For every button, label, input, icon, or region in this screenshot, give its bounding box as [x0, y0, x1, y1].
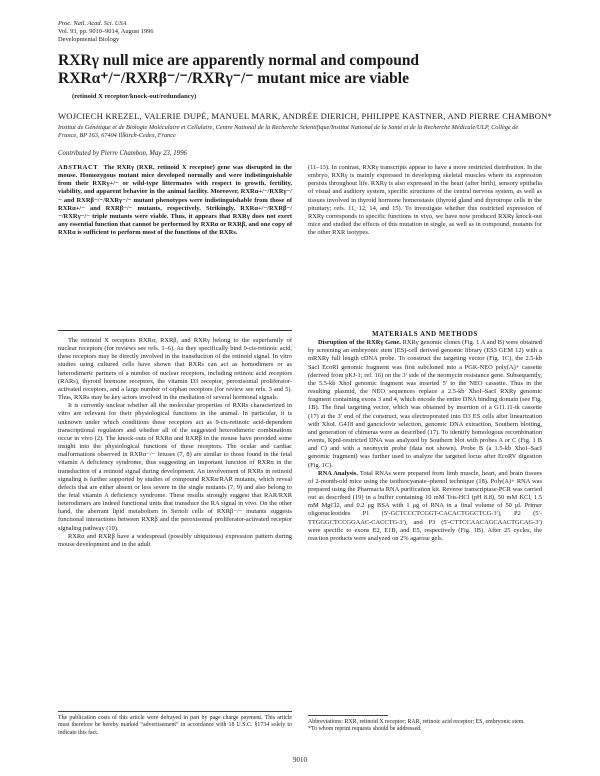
- intro-paragraph-1: The retinoid X receptors RXRα, RXRβ, and RXRγ belong to the superfamily of nuclear receptors (for reviews see refs. 1–6). As they specifically bind 9-cis-retinoic acid, these receptors may be directly involved in the transduction of the retinoid signal. In vitro studies using cultured cells have shown that RXRs can act as homodimers or as heterodimeric partners of a number of nuclear receptors, including retinoic acid receptors (RARs), thyroid hormone receptors, the vitamin D3 receptor, peroxisomal proliferator-activated receptors, and a large number of orphan receptors (for review see refs. 3 and 5). Thus, RXRs may be key actors involved in the mediation of several hormonal signals.: [58, 337, 292, 402]
- title-line-1: RXRγ null mice are apparently normal and compound: [58, 52, 420, 69]
- section-title-methods: MATERIALS AND METHODS: [372, 331, 478, 338]
- footnote-rule-left: [58, 711, 292, 712]
- journal-header: [58, 20, 154, 44]
- title-line-2: RXRα⁺/⁻/RXRβ⁻/⁻/RXRγ⁻/⁻ mutant mice are viable: [58, 70, 409, 87]
- intro-continued-text: (11–13). In contrast, RXRγ transcripts appear to have a more restricted distribution. In the embryo, RXRγ is mainly expressed in developing skeletal muscles where its expression persists throughout life. RXRγ is also expressed in the heart (after birth), sensory epithelia of visual and auditory system, specific structures of the central nervous system, as well as tissues involved in thyroid hormone homeostasis (thyroid gland and thyrotrope cells in the pituitary; refs. 11, 12, 14, and 15). To investigate whether this restricted expression of RXRγ corresponds to specific functions in vivo, we have now produced RXRγ knock-out mice and studied the effects of this mutation in single, as well as in compound, mutants for the other RXR isotypes.: [308, 164, 542, 237]
- journal-name: Proc. Natl. Acad. Sci. USA: [58, 20, 127, 27]
- methods-paragraph-2-text: Total RNAs were prepared from limb muscle, heart, and brain tissues of 2-month-old mice using the isothiocyanate–phenol technique (18). Poly(A)+ RNA was prepared using the Pharmacia RNA purification kit. Reverse transcriptase-PCR was carried out as described (19) in a buffer containing 10 mM Tris-HCl (pH 8.8), 50 mM KCl, 1.5 mM MgCl2, and 0.2 μg BSA with 1 μg of RNA in a final volume of 50 μl. Primer oligonucleotides P1 (5′-GCTCCCTCGGT-CACACTGGCTCG-3′), P2 (5′-TTGGGCTCCGGAAC-CACCTG-3′), and P3 (5′-CTTCCAACAGCAACTGCAG-3′) were specific to exons E2, E1B, and E5, respectively (Fig. 1B). After 25 cycles, the reaction products were analyzed on 2% agarose gels.: [308, 469, 543, 542]
- intro-paragraph-3: RXRα and RXRβ have a widespread (possibly ubiquitous) expression pattern during mouse development and in the adult: [58, 532, 292, 548]
- runin-head-rna: RNA Analysis.: [318, 469, 358, 477]
- journal-volume: Vol. 93, pp. 9010–9014, August 1996: [58, 28, 154, 35]
- paper-title: [58, 52, 558, 88]
- keywords: (retinoid X receptor/knock-out/redundancy): [72, 93, 197, 100]
- author-list: WOJCIECH KREZEL, VALERIE DUPÉ, MANUEL MARK, ANDRÉE DIERICH, PHILIPPE KASTNER, AND PIERRE CHAMBON*: [58, 111, 553, 121]
- runin-head-disruption: Disruption of the RXRγ Gene.: [318, 339, 401, 347]
- footnote-publication-costs: The publication costs of this article were defrayed in part by page charge payment. This article must therefore be hereby marked “advertisement” in accordance with 18 U.S.C. §1734 solely to indicate this fact.: [58, 715, 292, 736]
- abstract-body: The RXRγ (RXR, retinoid X receptor) gene was disrupted in the mouse. Homozygous mutant mice developed normally and were indistinguishable from their RXRγ+/− or wild-type littermates with respect to growth, fertility, viability, and apparent behavior in the animal facility. Moreover, RXRα+/−/RXRγ−/− and RXRβ−/−/RXRγ−/− mutant phenotypes were indistinguishable from those of RXRα+/− and RXRβ−/− mutants, respectively. Strikingly, RXRα+/−/RXRβ−/−/RXRγ−/− triple mutants were viable. Thus, it appears that RXRγ does not exert any essential function that cannot be performed by RXRα or RXRβ, and one copy of RXRα is sufficient to perform most of the functions of the RXRs.: [58, 164, 293, 237]
- affiliation: Institut de Génétique et de Biologie Moléculaire et Cellulaire, Centre National de la Recherche Scientifique/Institut National de la Santé et de la Recherche Médicale/ULP, Collège de France, BP 163, 67404 Illkirch-Cedex, France: [58, 124, 519, 139]
- contributed-by: Contributed by Pierre Chambon, May 23, 1996: [58, 150, 187, 157]
- methods-paragraph-2: [308, 470, 542, 543]
- right-column-body: [308, 331, 542, 543]
- abstract-text: [58, 164, 292, 237]
- methods-paragraph-1-text: RXRγ genomic clones (Fig. 1 A and B) were obtained by screening an embryonic stem (ES)-cell derived genomic library (ES3 GEM 12) with a mRXRγ full length cDNA probe. To construct the targeting vector (Fig. 1C), the 2.5-kb SacI EcoRI genomic fragment was first subcloned into a PGK-NEO poly(A)+ cassette (derived from pKJ-1; ref. 16) on the 3′ side of the neomycin resistance gene. Subsequently, the 5.5-kb XhoI genomic fragment was inserted 5′ to the NEO cassette. Thus in the resulting plasmid, the NEO sequences replace a 2.5-kb XhoI–SacI RXRγ genomic fragment containing exons 3 and 4, which encode the entire DNA binding domain (see Fig. 1B). The final targeting vector, which was obtained by insertion of a G11.11-tk cassette (17) at the 3′ end of the construct, was electroporated into D3 ES cells after linearization with XhoI. G418 and ganciclovir selection, genomic DNA extraction, Southern blotting, and generation of chimeras were as described (17). To identify homologous recombination events, KpnI-restricted DNA was analyzed by Southern blot with probes A or C (Fig. 1 B and C) and with a neomycin probe (data not shown). Probe B (a 1.5-kb XhoI–SacI genomic fragment) was further used to analyze the targeted locus after EcoRV digestion (Fig. 1C).: [308, 339, 542, 469]
- footnote-rule-right: [308, 715, 388, 716]
- methods-paragraph-1: [308, 339, 542, 470]
- intro-paragraph-2: It is currently unclear whether all the molecular properties of RXRs characterized in vitro are relevant for their physiological functions in the animal. In particular, it is unknown under which conditions these receptors act as 9-cis-retinoic acid-dependent transcriptional regulators and whether all of the suggested heterodimeric combinations occur in vivo (2). The knock-outs of RXRα and RXRβ in the mouse have provided some insight into the physiological functions of these receptors. The ocular and cardiac malformations observed in RXRα−/− fetuses (7, 8) are similar to those found in the fetal vitamin A deficiency syndrome, thus suggesting an important function of RXRα in the transduction of a retinoid signal during development. An involvement of RXRs in retinoid signaling is further supported by studies of compound RXRα/RAR mutants, which reveal defects that are either absent or less severe in the single mutants (7, 9) and also belong to the fetal vitamin A deficiency syndrome. These results strongly suggest that RAR/RXR heterodimers are indeed functional units that transduce the RA signal in vivo. On the other hand, the aberrant lipid metabolism in Sertoli cells of RXRβ−/− mutants suggests functional interactions between RXRβ and the peroxisomal proliferator-activated receptor signaling pathway (10).: [58, 402, 292, 532]
- intro-continued: [308, 164, 542, 237]
- page-number: 9010: [293, 756, 307, 764]
- abstract-label: ABSTRACT: [58, 164, 99, 171]
- footnote-right: [308, 719, 542, 734]
- abstract-section: [58, 164, 292, 331]
- footnote-abbreviations: Abbreviations: RXR, retinoid X receptor; RAR, retinoic acid receptor; ES, embryonic stem.: [308, 719, 525, 725]
- left-column-body: [58, 337, 292, 549]
- journal-section: Developmental Biology: [58, 36, 120, 43]
- footnote-reprint: *To whom reprint requests should be addressed.: [308, 726, 422, 733]
